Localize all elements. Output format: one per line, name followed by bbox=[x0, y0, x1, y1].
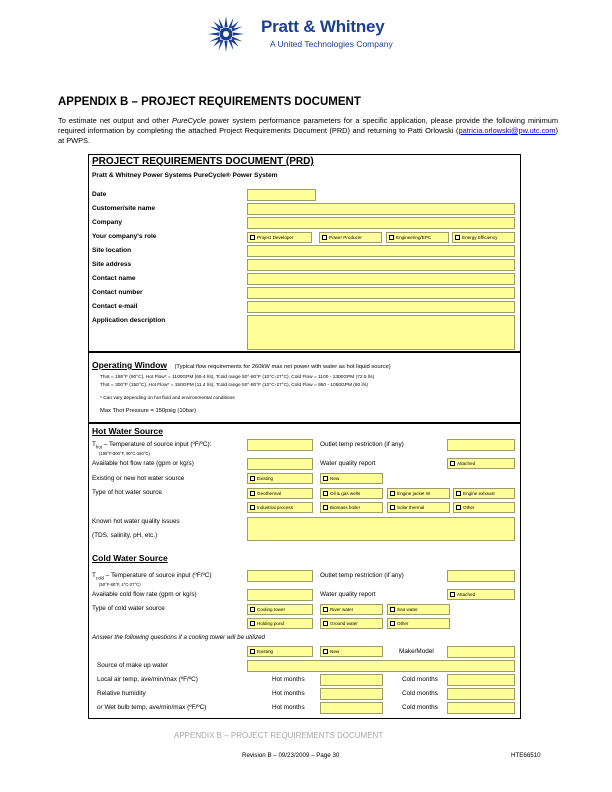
cold-type-river-checkbox[interactable]: River water bbox=[320, 604, 383, 615]
date-label: Date bbox=[92, 191, 107, 198]
make-model-label: Make/Model bbox=[399, 648, 434, 655]
brand-name: Pratt & Whitney bbox=[261, 17, 385, 36]
wet-bulb-cold-field[interactable] bbox=[447, 702, 515, 714]
make-model-field[interactable] bbox=[447, 646, 515, 658]
hot-quality-attached-checkbox[interactable]: Attached bbox=[447, 458, 515, 469]
water-sources-section bbox=[88, 423, 521, 719]
operating-window-heading: Operating Window bbox=[92, 360, 168, 370]
cold-type-label: Type of cold water source bbox=[92, 605, 165, 612]
contact-email-label: Contact e-mail bbox=[92, 303, 138, 310]
hot-issues-label: Known hot water quality issues bbox=[92, 518, 180, 525]
contact-number-field[interactable] bbox=[247, 287, 515, 299]
footer-doc-id: HTE66510 bbox=[511, 752, 541, 759]
cold-type-ground-checkbox[interactable]: Ground water bbox=[320, 618, 383, 629]
eagle-burst-icon bbox=[206, 14, 246, 54]
cold-flow-field[interactable] bbox=[247, 589, 313, 601]
tcold-range: (50°F-80°F, 4°C-27°C) bbox=[99, 582, 141, 587]
wet-bulb-hot-field[interactable] bbox=[320, 702, 383, 714]
role-project-developer-checkbox[interactable]: Project Developer bbox=[247, 232, 312, 243]
hot-flow-field[interactable] bbox=[247, 458, 313, 470]
hot-issues-field[interactable] bbox=[247, 517, 515, 541]
location-label: Site location bbox=[92, 247, 132, 254]
wet-bulb-cold-label: Cold months bbox=[402, 704, 438, 711]
hot-type-engine-jacket-checkbox[interactable]: Engine jacket W bbox=[387, 488, 450, 499]
role-engineering-checkbox[interactable]: Engineering/EPC bbox=[386, 232, 449, 243]
makeup-field[interactable] bbox=[247, 660, 515, 672]
cooling-tower-note: Answer the following questions if a cooling tower will be utilized bbox=[92, 634, 265, 641]
address-field[interactable] bbox=[247, 259, 515, 271]
air-temp-cold-field[interactable] bbox=[447, 674, 515, 686]
thot-field[interactable] bbox=[247, 439, 313, 451]
footer-section-title: APPENDIX B – PROJECT REQUIREMENTS DOCUMENT bbox=[174, 731, 384, 740]
thot-range: (195°F-300°F, 90°C-150°C) bbox=[99, 451, 150, 456]
cold-outlet-field[interactable] bbox=[447, 570, 515, 582]
tcold-label: $T_{cold}$ – Temperature of source input (ºF/ºC) bbox=[92, 572, 212, 581]
brand-tagline: A United Technologies Company bbox=[270, 39, 393, 49]
tower-existing-checkbox[interactable]: Existing bbox=[247, 646, 313, 657]
contact-email-link[interactable]: patricia.orlowski@pw.utc.com bbox=[458, 126, 556, 135]
footer-revision: Revision B – 09/23/2009 – Page 30 bbox=[242, 752, 340, 759]
prd-subheading: Pratt & Whitney Power Systems PureCycle® Power System bbox=[92, 172, 278, 179]
app-desc-field[interactable] bbox=[247, 315, 515, 350]
date-field[interactable] bbox=[247, 189, 316, 201]
intro-paragraph: To estimate net output and other PureCycle power system performance parameters for a specific application, please provide the following minimum required information by completing the attached Project Requirements Document (PRD) and returning to Patti Orlowski (patricia.orlowski@pw.utc.com) at PWPS. bbox=[58, 116, 558, 145]
hot-new-checkbox[interactable]: New bbox=[320, 473, 383, 484]
hot-water-heading: Hot Water Source bbox=[92, 426, 164, 436]
hot-type-geothermal-checkbox[interactable]: Geothermal bbox=[247, 488, 313, 499]
hot-type-other-checkbox[interactable]: Other bbox=[453, 502, 515, 513]
hot-existing-checkbox[interactable]: Existing bbox=[247, 473, 313, 484]
air-temp-cold-label: Cold months bbox=[402, 676, 438, 683]
location-field[interactable] bbox=[247, 245, 515, 257]
hot-outlet-label: Outlet temp restriction (if any) bbox=[320, 441, 404, 448]
cold-type-other-checkbox[interactable]: Other bbox=[387, 618, 450, 629]
hot-outlet-field[interactable] bbox=[447, 439, 515, 451]
hot-type-label: Type of hot water source bbox=[92, 489, 162, 496]
max-pressure: Max Thot Pressure = 150psig (10bar) bbox=[100, 408, 197, 414]
hot-existing-new-label: Existing or new hot water source bbox=[92, 475, 185, 482]
hot-type-engine-exhaust-checkbox[interactable]: Engine exhaust bbox=[453, 488, 515, 499]
hot-issues-examples: (TDS, salinity, pH, etc.) bbox=[92, 532, 158, 539]
hot-quality-label: Water quality report bbox=[320, 460, 376, 467]
humidity-cold-label: Cold months bbox=[402, 690, 438, 697]
air-temp-label: Local air temp, ave/min/max (ºF/ºC) bbox=[97, 676, 198, 683]
cold-type-holding-pond-checkbox[interactable]: Holding pond bbox=[247, 618, 313, 629]
company-label: Company bbox=[92, 219, 123, 226]
hot-type-industrial-checkbox[interactable]: Industrial process bbox=[247, 502, 313, 513]
prd-heading: PROJECT REQUIREMENTS DOCUMENT (PRD) bbox=[92, 156, 314, 167]
makeup-label: Source of make up water bbox=[97, 662, 169, 669]
customer-label: Customer/site name bbox=[92, 205, 156, 212]
operating-window-desc: (Typical flow requirements for 260kW max net power with water as hot liquid source) bbox=[174, 364, 391, 370]
appendix-title: APPENDIX B – PROJECT REQUIREMENTS DOCUMENT bbox=[58, 96, 361, 108]
cold-type-sea-checkbox[interactable]: Sea water bbox=[387, 604, 450, 615]
hot-type-solar-checkbox[interactable]: Solar thermal bbox=[387, 502, 450, 513]
tower-new-checkbox[interactable]: New bbox=[320, 646, 383, 657]
humidity-label: Relative humidity bbox=[97, 690, 146, 697]
cold-outlet-label: Outlet temp restriction (if any) bbox=[320, 572, 404, 579]
role-label: Your company's role bbox=[92, 233, 157, 240]
cold-water-heading: Cold Water Source bbox=[92, 553, 168, 563]
hot-type-oil-gas-checkbox[interactable]: Oil & gas wells bbox=[320, 488, 383, 499]
operating-window-section bbox=[88, 352, 521, 423]
hot-type-biomass-checkbox[interactable]: Biomass boiler bbox=[320, 502, 383, 513]
cold-quality-label: Water quality report bbox=[320, 591, 376, 598]
wet-bulb-label: or Wet bulb temp, ave/min/max (ºF/ºC) bbox=[97, 704, 207, 711]
pratt-whitney-logo bbox=[206, 14, 416, 54]
air-temp-hot-field[interactable] bbox=[320, 674, 383, 686]
customer-field[interactable] bbox=[247, 203, 515, 215]
contact-name-field[interactable] bbox=[247, 273, 515, 285]
tcold-field[interactable] bbox=[247, 570, 313, 582]
operating-note: * Can vary depending on hot fluid and environmental conditions bbox=[100, 396, 235, 401]
app-desc-label: Application description bbox=[92, 317, 166, 324]
company-field[interactable] bbox=[247, 217, 515, 229]
humidity-cold-field[interactable] bbox=[447, 688, 515, 700]
hot-flow-label: Available hot flow rate (gpm or kg/s) bbox=[92, 460, 194, 467]
role-power-producer-checkbox[interactable]: Power Producer bbox=[319, 232, 382, 243]
operating-line-2: Thot = 300°F (150°C), Hot Flow* = 150GPM (11.4 l/s), Tcold range 50°-80°F (10°C-27°C), Cold Flow = 950 - 1050GPM (60 l/s) bbox=[100, 383, 368, 388]
contact-number-label: Contact number bbox=[92, 289, 143, 296]
cold-flow-label: Available cold flow rate (gpm or kg/s) bbox=[92, 591, 197, 598]
cold-type-cooling-tower-checkbox[interactable]: Cooling tower bbox=[247, 604, 313, 615]
operating-line-1: Thot = 195°F (90°C), Hot Flow* = 1100GPM (69.4 l/s), Tcold range 50°-80°F (10°C-27°C), Cold Flow = 1100 - 1300GPM (72.5 l/s) bbox=[100, 375, 375, 380]
contact-name-label: Contact name bbox=[92, 275, 136, 282]
role-energy-efficiency-checkbox[interactable]: Energy Efficiency bbox=[452, 232, 515, 243]
humidity-hot-label: Hot months bbox=[272, 690, 305, 697]
wet-bulb-hot-label: Hot months bbox=[272, 704, 305, 711]
thot-label: $T_{hot}$ – Temperature of source input (ºF/ºC): bbox=[92, 441, 212, 450]
prd-contact-section bbox=[88, 154, 521, 352]
cold-quality-attached-checkbox[interactable]: Attached bbox=[447, 589, 515, 600]
humidity-hot-field[interactable] bbox=[320, 688, 383, 700]
address-label: Site address bbox=[92, 261, 132, 268]
air-temp-hot-label: Hot months bbox=[272, 676, 305, 683]
contact-email-field[interactable] bbox=[247, 301, 515, 313]
